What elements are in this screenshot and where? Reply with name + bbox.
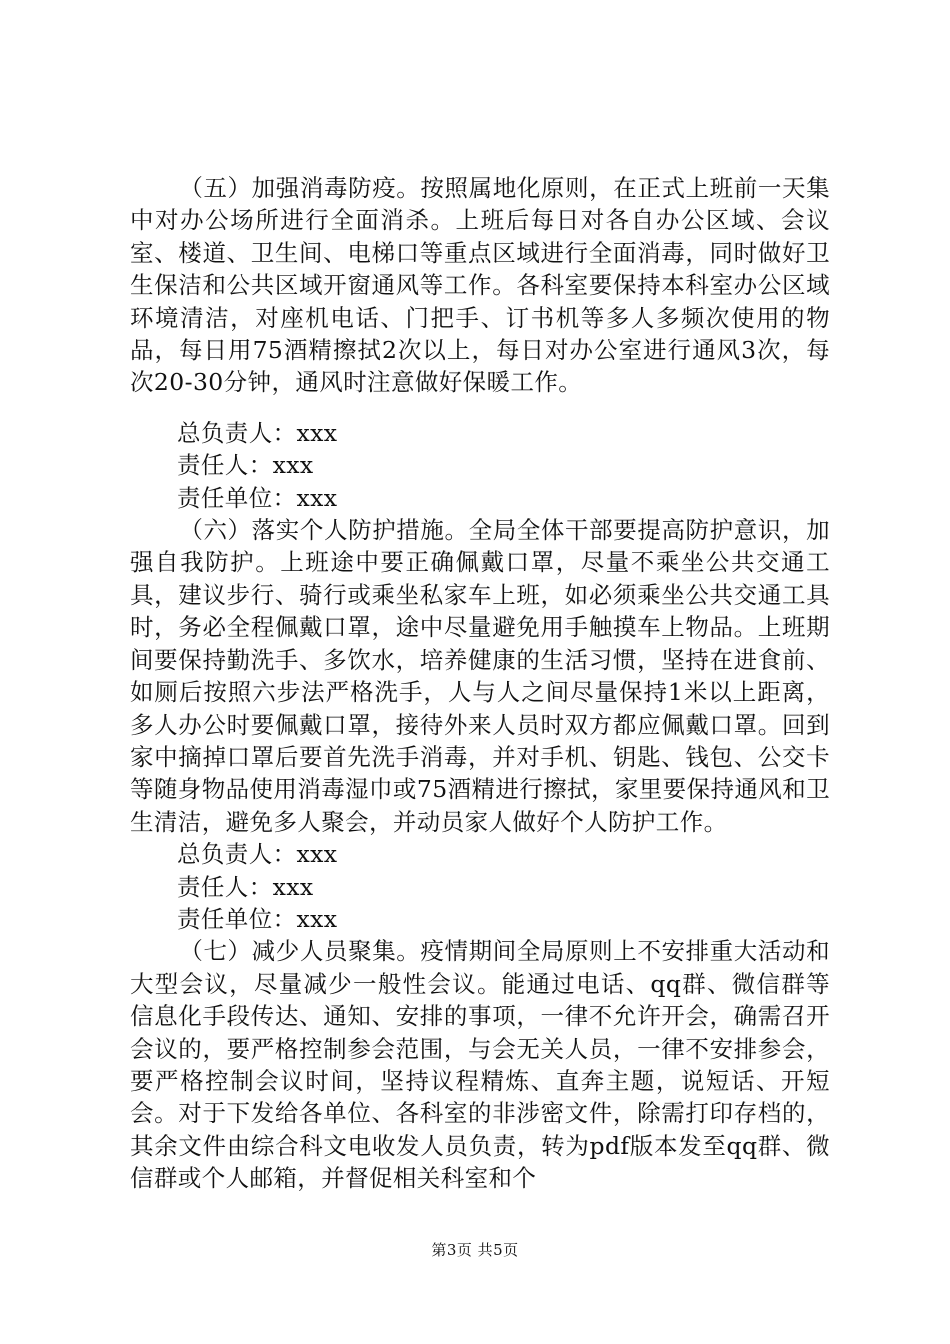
section-6-owner: 责任人：xxx <box>177 872 314 901</box>
section-6-general-owner: 总负责人：xxx <box>177 840 338 869</box>
section-5-general-owner: 总负责人：xxx <box>177 418 338 447</box>
section-5-paragraph: （五）加强消毒防疫。按照属地化原则，在正式上班前一天集中对办公场所进行全面消杀。上班后每日对各自办公区域、会议室、楼道、卫生间、电梯口等重点区域进行全面消毒，同时做好卫生保洁和公共区域开窗通风等工作。各科室要保持本科室办公区域环境清洁，对座机电话、门把手、订书机等多人多频次使用的物品，每日用75酒精擦拭2次以上，每日对办公室进行通风3次，每次20-30分钟，通风时注意做好保暖工作。 <box>130 174 830 397</box>
section-7-paragraph: （七）减少人员聚集。疫情期间全局原则上不安排重大活动和大型会议，尽量减少一般性会议。能通过电话、qq群、微信群等信息化手段传达、通知、安排的事项，一律不允许开会，确需召开会议的，要严格控制参会范围，与会无关人员，一律不安排参会，要严格控制会议时间，坚持议程精炼、直奔主题，说短话、开短会。对于下发给各单位、各科室的非涉密文件，除需打印存档的，其余文件由综合科文电收发人员负责，转为pdf版本发至qq群、微信群或个人邮箱，并督促相关科室和个 <box>130 937 830 1193</box>
section-5-unit: 责任单位：xxx <box>177 483 338 512</box>
document-body <box>130 172 830 1195</box>
section-6-paragraph: （六）落实个人防护措施。全局全体干部要提高防护意识，加强自我防护。上班途中要正确佩戴口罩，尽量不乘坐公共交通工具，建议步行、骑行或乘坐私家车上班，如必须乘坐公共交通工具时，务必全程佩戴口罩，途中尽量避免用手触摸车上物品。上班期间要保持勤洗手、多饮水，培养健康的生活习惯，坚持在进食前、如厕后按照六步法严格洗手，人与人之间尽量保持1米以上距离，多人办公时要佩戴口罩，接待外来人员时双方都应佩戴口罩。回到家中摘掉口罩后要首先洗手消毒，并对手机、钥匙、钱包、公交卡等随身物品使用消毒湿巾或75酒精进行擦拭，家里要保持通风和卫生清洁，避免多人聚会，并动员家人做好个人防护工作。 <box>130 516 830 836</box>
page-footer: 第3页 共5页 <box>431 1241 519 1259</box>
section-5-owner: 责任人：xxx <box>177 451 314 480</box>
section-6-unit: 责任单位：xxx <box>177 904 338 933</box>
